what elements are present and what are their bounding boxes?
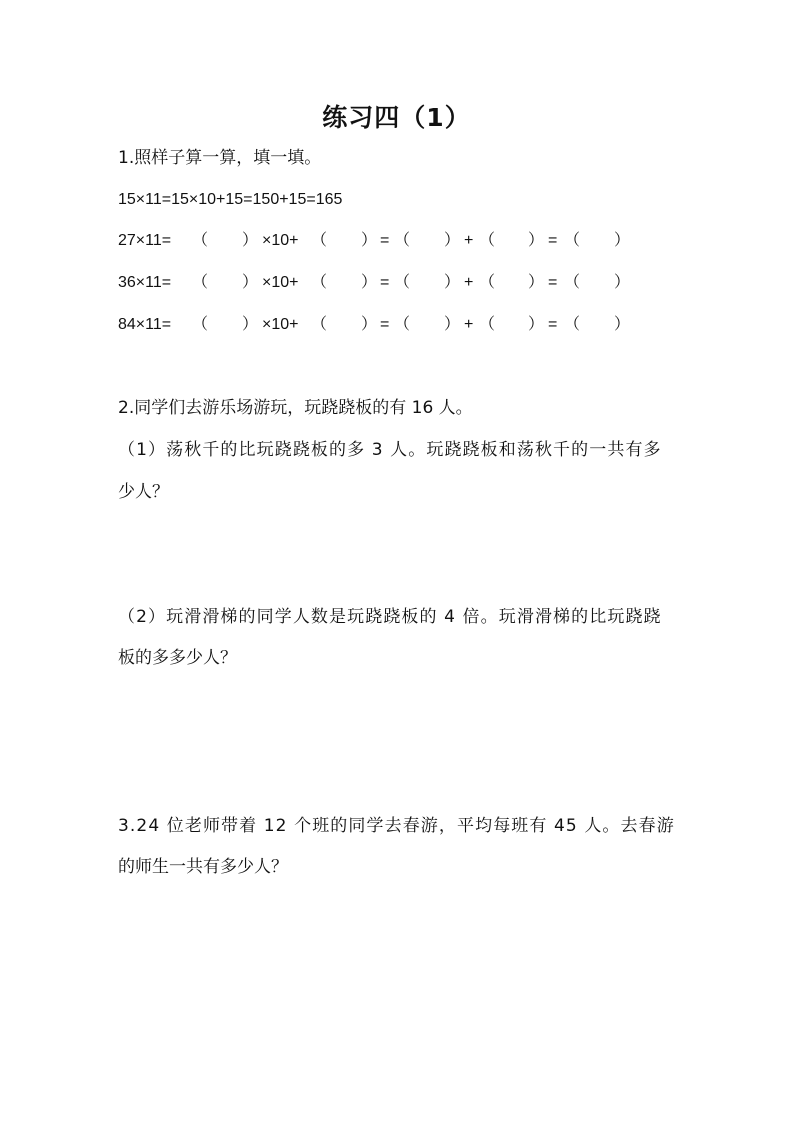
q1-row-3	[118, 313, 638, 337]
blank-open: （	[192, 232, 209, 249]
q2-sub2-line2: 板的多多少人？	[118, 648, 237, 668]
blank-open: （	[192, 274, 209, 291]
plus-sign: +	[464, 316, 474, 333]
blank-close: ）	[242, 274, 259, 291]
blank-open: （	[394, 232, 411, 249]
blank-open: （	[311, 274, 328, 291]
blank-open: （	[394, 274, 411, 291]
blank-close: ）	[614, 232, 631, 249]
q1-row-lhs: 84×11=	[118, 316, 172, 333]
equals-sign: =	[380, 274, 390, 291]
blank-close: ）	[242, 232, 259, 249]
blank-close: ）	[444, 232, 461, 249]
blank-close: ）	[444, 316, 461, 333]
times-ten: ×10+	[262, 232, 299, 249]
blank-open: （	[394, 316, 411, 333]
blank-open: （	[192, 316, 209, 333]
blank-close: ）	[361, 316, 378, 333]
equals-sign: =	[548, 274, 558, 291]
blank-close: ）	[361, 232, 378, 249]
blank-open: （	[479, 274, 496, 291]
blank-close: ）	[528, 316, 545, 333]
blank-close: ）	[242, 316, 259, 333]
blank-open: （	[479, 316, 496, 333]
blank-open: （	[564, 274, 581, 291]
blank-close: ）	[614, 274, 631, 291]
equals-sign: =	[548, 232, 558, 249]
q2-sub1-line2: 少人？	[118, 482, 169, 502]
q3-line1: 3.24 位老师带着 12 个班的同学去春游，平均每班有 45 人。去春游	[118, 816, 675, 836]
equals-sign: =	[548, 316, 558, 333]
q1-row-lhs: 36×11=	[118, 274, 172, 291]
q1-row-lhs: 27×11=	[118, 232, 172, 249]
blank-open: （	[479, 232, 496, 249]
q3-line2: 的师生一共有多少人？	[118, 857, 288, 877]
blank-close: ）	[528, 232, 545, 249]
q1-row-1	[118, 229, 638, 253]
blank-close: ）	[361, 274, 378, 291]
blank-open: （	[311, 232, 328, 249]
times-ten: ×10+	[262, 274, 299, 291]
q2-sub2-line1: （2）玩滑滑梯的同学人数是玩跷跷板的 4 倍。玩滑滑梯的比玩跷跷	[118, 607, 662, 627]
page-title: 练习四（1）	[322, 103, 471, 132]
times-ten: ×10+	[262, 316, 299, 333]
plus-sign: +	[464, 274, 474, 291]
q1-example-text: 15×11=15×10+15=150+15=165	[118, 191, 343, 208]
blank-close: ）	[614, 316, 631, 333]
plus-sign: +	[464, 232, 474, 249]
q1-row-2	[118, 271, 638, 295]
q2-sub1-line1: （1）荡秋千的比玩跷跷板的多 3 人。玩跷跷板和荡秋千的一共有多	[118, 440, 662, 460]
q1-instruction: 1.照样子算一算，填一填。	[118, 148, 322, 168]
q2-stem: 2.同学们去游乐场游玩，玩跷跷板的有 16 人。	[118, 398, 473, 418]
blank-open: （	[311, 316, 328, 333]
q1-example	[118, 188, 638, 212]
equals-sign: =	[380, 316, 390, 333]
equals-sign: =	[380, 232, 390, 249]
blank-close: ）	[528, 274, 545, 291]
blank-open: （	[564, 232, 581, 249]
blank-open: （	[564, 316, 581, 333]
blank-close: ）	[444, 274, 461, 291]
